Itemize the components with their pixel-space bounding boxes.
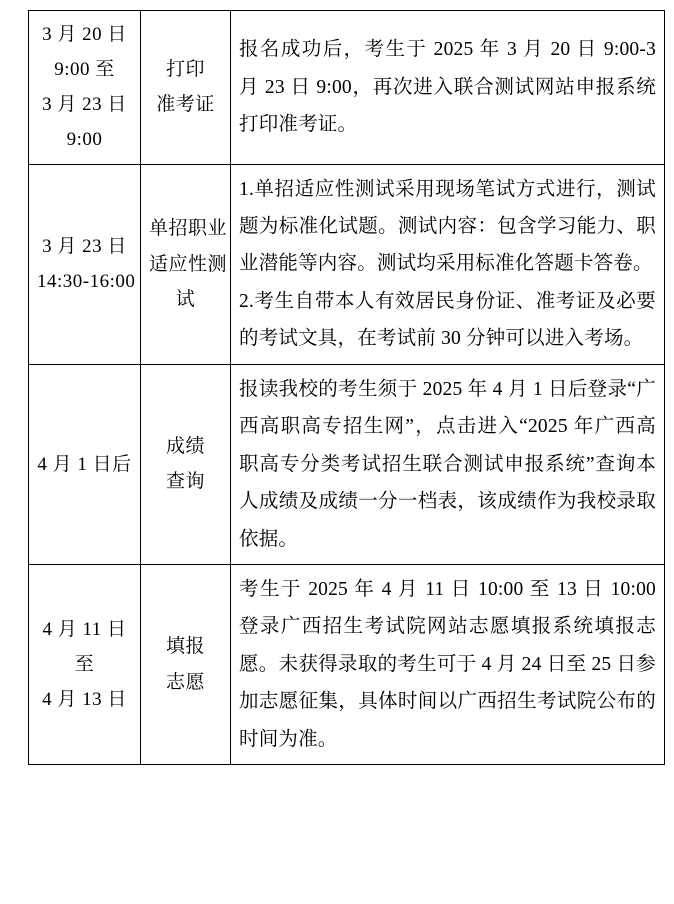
date-line: 14:30-16:00: [37, 271, 136, 293]
item-line: 单招职业: [149, 218, 228, 240]
desc-paragraph: 2.考生自带本人有效居民身份证、准考证及必要的考试文具，在考试前 30 分钟可以进入考场。: [239, 290, 656, 350]
row-date-cell: [29, 164, 141, 364]
table-row: [29, 364, 665, 564]
date-line: 4 月 11 日: [42, 618, 127, 640]
row-item-cell: [141, 164, 231, 364]
row-date-cell: [29, 364, 141, 564]
item-line: 填报: [165, 636, 205, 658]
desc-paragraph: 考生于 2025 年 4 月 11 日 10:00 至 13 日 10:00 登录广西招生考试院网站志愿填报系统填报志愿。未获得录取的考生可于 4 月 24 日至 25 日参加志愿征集，具体时间以广西招生考试院公布的时间为准。: [239, 578, 656, 750]
row-item-cell: [141, 564, 231, 764]
row-desc-cell: [231, 564, 665, 764]
row-date-cell: [29, 11, 141, 165]
table-row: [29, 11, 665, 165]
desc-paragraph: 报名成功后，考生于 2025 年 3 月 20 日 9:00-3 月 23 日 9:00，再次进入联合测试网站申报系统打印准考证。: [239, 39, 656, 135]
date-line: 9:00 至: [54, 59, 115, 81]
row-item-cell: [141, 364, 231, 564]
item-line: 适应性测: [149, 253, 228, 275]
item-line: 准考证: [156, 94, 215, 116]
item-line: 成绩: [165, 436, 205, 458]
row-desc-cell: [231, 164, 665, 364]
table-row: [29, 164, 665, 364]
item-line: 查询: [165, 471, 205, 493]
desc-paragraph: 报读我校的考生须于 2025 年 4 月 1 日后登录“广西高职高专招生网”，点击进入“2025 年广西高职高专分类考试招生联合测试申报系统”查询本人成绩及成绩一分一档表，该成绩作为我校录取依据。: [239, 378, 656, 550]
schedule-table-body: [29, 11, 665, 765]
date-line: 3 月 20 日: [42, 24, 127, 45]
table-row: [29, 564, 665, 764]
item-line: 试: [175, 288, 196, 310]
row-desc-cell: [231, 364, 665, 564]
schedule-table: [28, 10, 665, 765]
date-line: 4 月 1 日后: [37, 453, 132, 475]
row-desc-cell: [231, 11, 665, 165]
row-date-cell: [29, 564, 141, 764]
row-item-cell: [141, 11, 231, 165]
date-line: 3 月 23 日: [42, 236, 127, 258]
date-line: 9:00: [66, 129, 103, 151]
date-line: 4 月 13 日: [42, 689, 127, 711]
item-line: 志愿: [165, 671, 205, 693]
date-line: 至: [74, 653, 95, 675]
date-line: 3 月 23 日: [42, 94, 127, 116]
desc-paragraph: 1.单招适应性测试采用现场笔试方式进行，测试题为标准化试题。测试内容：包含学习能力、职业潜能等内容。测试均采用标准化答题卡答卷。: [239, 178, 656, 275]
item-line: 打印: [165, 59, 205, 81]
